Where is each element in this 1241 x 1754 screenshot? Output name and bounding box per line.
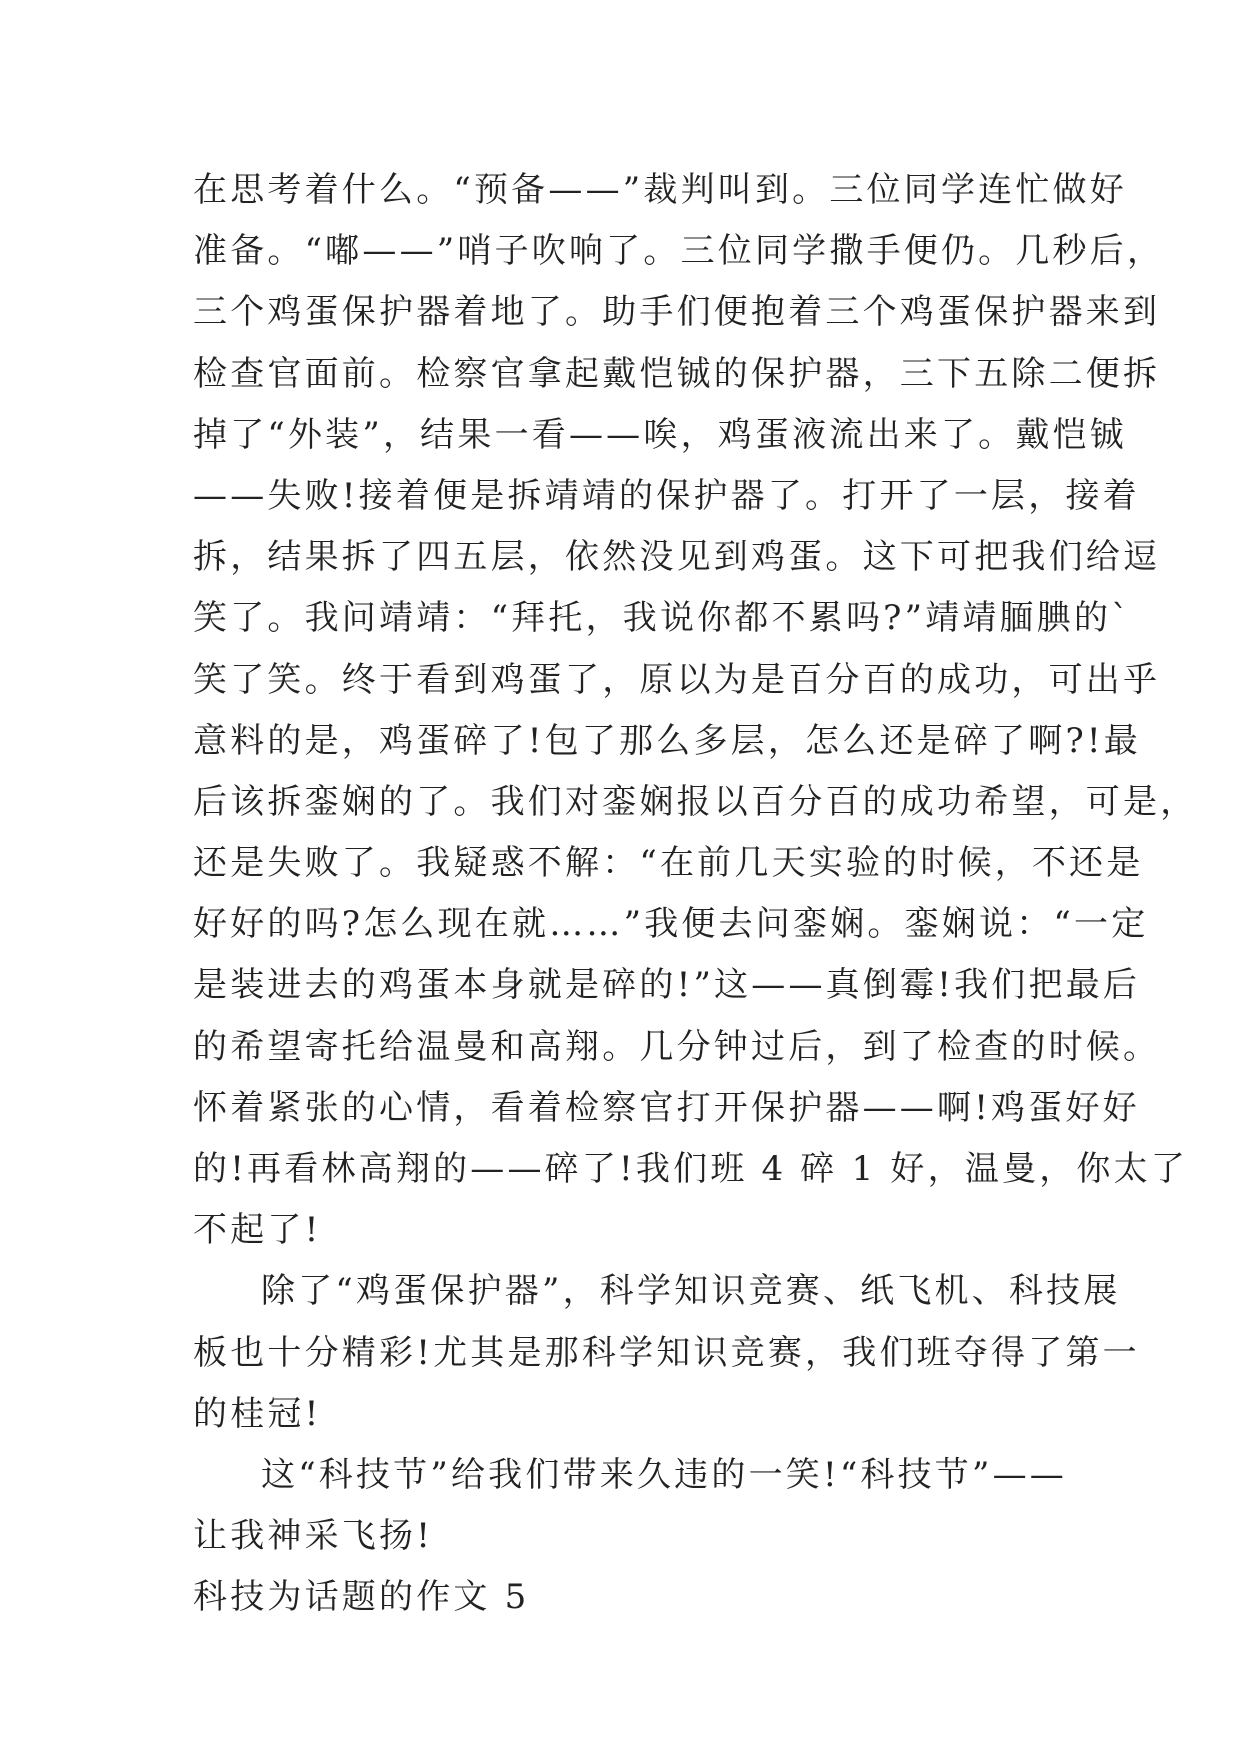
text-line: 的!再看林高翔的——碎了!我们班 4 碎 1 好，温曼，你太了 (193, 1149, 1189, 1189)
essay-text (193, 160, 1198, 1629)
text-line: ——失败!接着便是拆靖靖的保护器了。打开了一层，接着 (193, 475, 1140, 516)
text-line: 的希望寄托给温曼和高翔。几分钟过后，到了检查的时候。 (193, 1026, 1161, 1067)
text-line: 怀着紧张的心情，看着检察官打开保护器——啊!鸡蛋好好 (193, 1087, 1140, 1128)
text-line: 除了“鸡蛋保护器”，科学知识竞赛、纸飞机、科技展 (261, 1271, 1121, 1312)
text-line: 这“科技节”给我们带来久违的一笑!“科技节”—— (261, 1454, 1067, 1495)
text-line: 掉了“外装”，结果一看——唉，鸡蛋液流出来了。戴恺铖 (193, 414, 1127, 455)
text-line: 笑了。我问靖靖：“拜托，我说你都不累吗?”靖靖腼腆的` (193, 598, 1132, 639)
text-line: 准备。“嘟——”哨子吹响了。三位同学撒手便仍。几秒后， (193, 231, 1165, 272)
text-line: 让我神采飞扬! (193, 1516, 434, 1557)
text-line: 不起了! (193, 1210, 322, 1251)
text-line: 拆，结果拆了四五层，依然没见到鸡蛋。这下可把我们给逗 (193, 537, 1161, 578)
text-line: 的桂冠! (193, 1393, 322, 1434)
section-heading: 科技为话题的作文 5 (193, 1577, 530, 1618)
text-line: 笑了笑。终于看到鸡蛋了，原以为是百分百的成功，可出乎 (193, 659, 1161, 700)
text-line: 在思考着什么。“预备——”裁判叫到。三位同学连忙做好 (193, 170, 1127, 210)
text-line: 是装进去的鸡蛋本身就是碎的!”这——真倒霉!我们把最后 (193, 965, 1141, 1006)
text-line: 意料的是，鸡蛋碎了!包了那么多层，怎么还是碎了啊?!最 (193, 720, 1141, 761)
text-line: 后该拆銮娴的了。我们对銮娴报以百分百的成功希望，可是， (193, 781, 1198, 822)
text-line: 检查官面前。检察官拿起戴恺铖的保护器，三下五除二便拆 (193, 353, 1161, 394)
text-line: 板也十分精彩!尤其是那科学知识竞赛，我们班夺得了第一 (193, 1332, 1140, 1373)
text-line: 三个鸡蛋保护器着地了。助手们便抱着三个鸡蛋保护器来到 (193, 292, 1161, 333)
text-line: 好好的吗?怎么现在就……”我便去问銮娴。銮娴说：“一定 (193, 904, 1149, 945)
text-line: 还是失败了。我疑惑不解：“在前几天实验的时候，不还是 (193, 843, 1144, 884)
